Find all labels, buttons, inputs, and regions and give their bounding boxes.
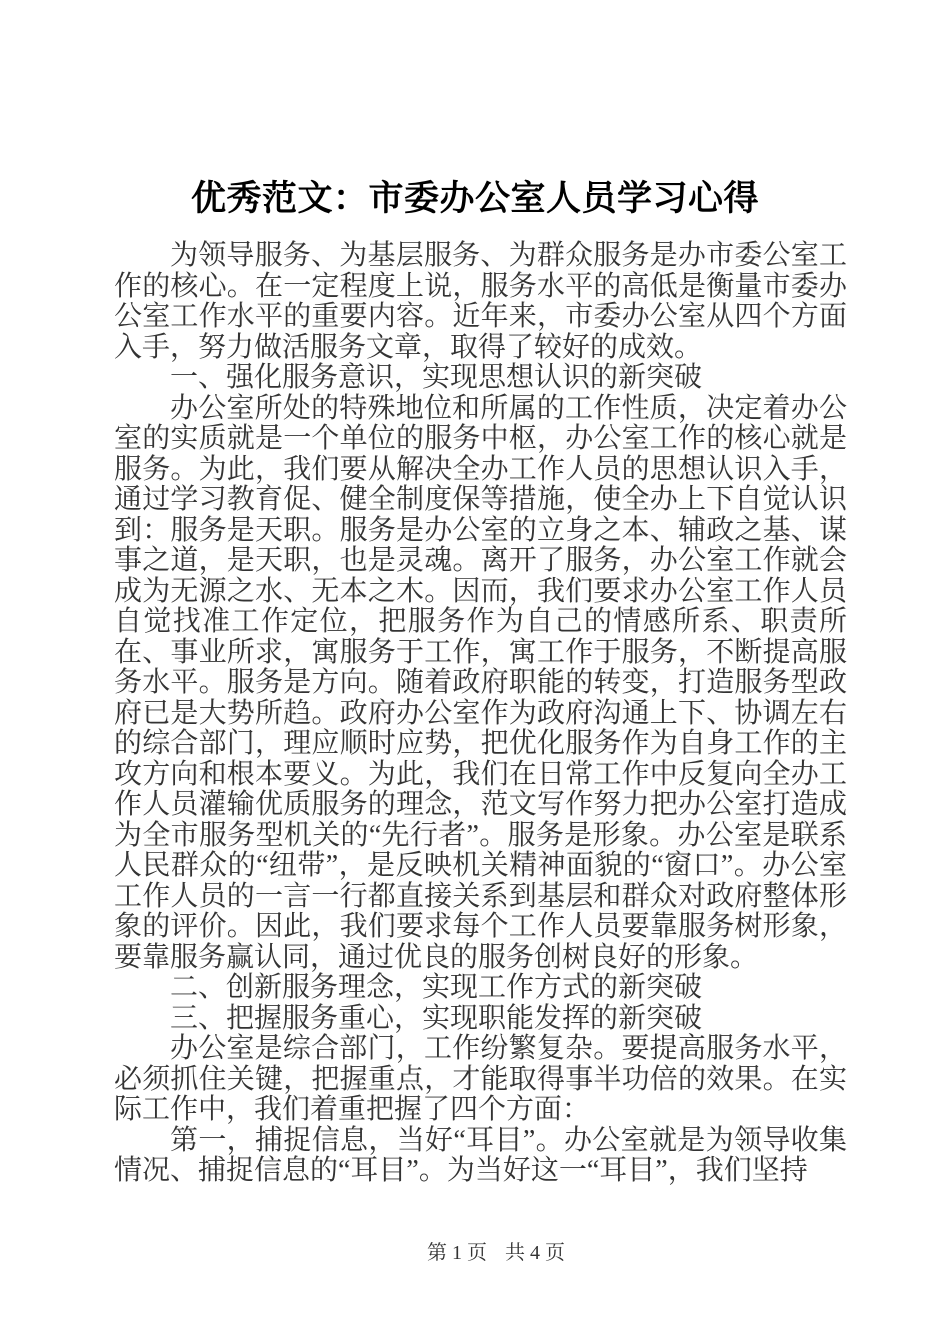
page-footer [21, 1241, 950, 1265]
footer-total-pages: 共 4 页 [505, 1242, 565, 1264]
document-title: 优秀范文：市委办公室人员学习心得 [190, 179, 759, 218]
section-heading-3: 三、把握服务重心，实现职能发挥的新突破 [170, 1002, 703, 1034]
footer-current-page: 第 1 页 [427, 1242, 487, 1264]
body-paragraph-point-1: 第一，捕捉信息，当好“耳目”。办公室就是为领导收集情况、捕捉信息的“耳目”。为当好这一“耳目”，我们坚持 [114, 1124, 847, 1186]
section-heading-1: 一、强化服务意识，实现思想认识的新突破 [170, 362, 703, 393]
body-paragraph-intro: 为领导服务、为基层服务、为群众服务是办市委公室工作的核心。在一定程度上说，服务水平的高低是衡量市委办公室工作水平的重要内容。近年来，市委办公室从四个方面入手，努力做活服务文章，取得了较好的成效。 [114, 240, 847, 363]
document-body [114, 241, 847, 1187]
body-paragraph-section-3: 办公室是综合部门，工作纷繁复杂。要提高服务水平，必须抓住关键，把握重点，才能取得事半功倍的效果。在实际工作中，我们着重把握了四个方面： [114, 1033, 847, 1125]
section-heading-2: 二、创新服务理念，实现工作方式的新突破 [170, 972, 703, 1003]
body-paragraph-section-1: 办公室所处的特殊地位和所属的工作性质，决定着办公室的实质就是一个单位的服务中枢，办公室工作的核心就是服务。为此，我们要从解决全办工作人员的思想认识入手，通过学习教育促、健全制度保等措施，使全办上下自觉认识到：服务是天职。服务是办公室的立身之本、辅政之基、谋事之道，是天职，也是灵魂。离开了服务，办公室工作就会成为无源之水、无本之木。因而，我们要求办公室工作人员自觉找准工作定位，把服务作为自己的情感所系、职责所在、事业所求，寓服务于工作，寓工作于服务，不断提高服务水平。服务是方向。随着政府职能的转变，打造服务型政府已是大势所趋。政府办公室作为政府沟通上下、协调左右的综合部门，理应顺时应势，把优化服务作为自身工作的主攻方向和根本要义。为此，我们在日常工作中反复向全办工作人员灌输优质服务的理念，范文写作努力把办公室打造成为全市服务型机关的“先行者”。服务是形象。办公室是联系人民群众的“纽带”，是反映机关精神面貌的“窗口”。办公室工作人员的一言一行都直接关系到基层和群众对政府整体形象的评价。因此，我们要求每个工作人员要靠服务树形象，要靠服务赢认同，通过优良的服务创树良好的形象。 [114, 392, 847, 973]
